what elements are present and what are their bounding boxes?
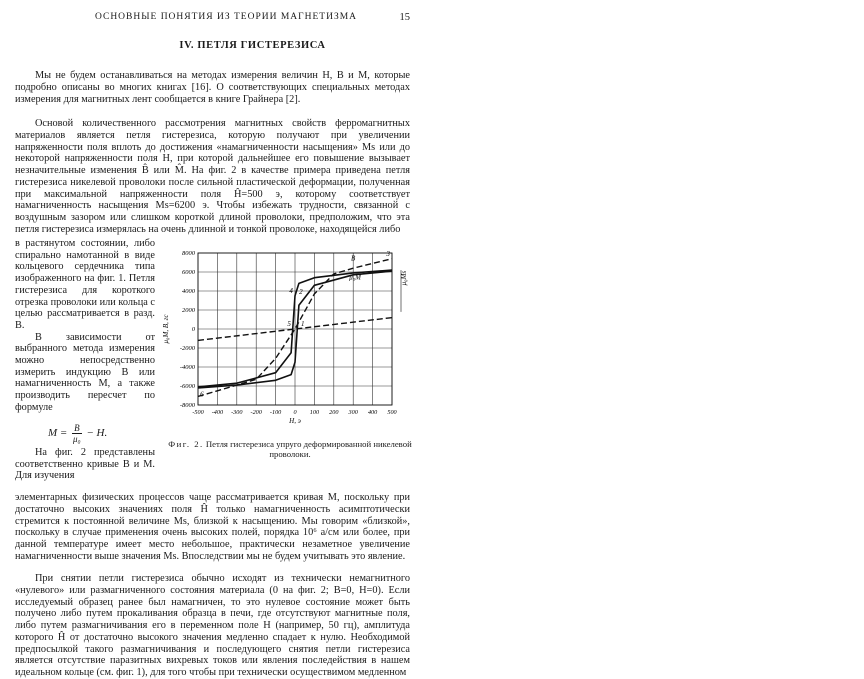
curve-label: 4 <box>289 286 293 295</box>
paragraph-5: При снятии петли гистерезиса обычно исходят из технически немагнитного «нулевого» или размагниченного состояния материала (0 на фиг. 2; B=0, H=0). Если исследуемый образец ранее был намагничен, то это нулевое состояние может быть получено либо путем прокаливания образца в печи, где отсутствуют магнитные поля, либо путем размагничивания его в переменном поле H (например, 50 гц), амплитуда которого Ĥ от достаточно высокого значения медленно спадает к нулю. Необходимой предпосылкой такого размагничивания и последующего снятия петли гистерезиса является отсутствие паразитных вихревых токов или явления последействия в нашем идеальном кольце (см. фиг. 1), для того чтобы при технически осуществимом медленном <box>15 573 410 678</box>
curve-label: 5 <box>287 320 291 329</box>
formula-lhs: M = <box>48 427 68 440</box>
formula-rhs: − H. <box>86 427 108 440</box>
y-tick-label: -2000 <box>179 345 195 353</box>
x-tick-label: 200 <box>329 409 339 416</box>
y-tick-label: -6000 <box>179 383 195 391</box>
left-column <box>15 238 155 414</box>
section-heading: IV. ПЕТЛЯ ГИСТЕРЕЗИСА <box>179 40 326 51</box>
curve-label: B <box>351 254 356 263</box>
x-tick-label: -500 <box>192 409 204 416</box>
y-tick-label: 0 <box>191 326 195 334</box>
formula-numerator: B <box>74 423 80 433</box>
figure-caption-label: Фиг. 2. <box>168 439 204 449</box>
y-tick-label: 8000 <box>182 250 195 258</box>
x-tick-label: -100 <box>269 409 282 416</box>
y-tick-label: 4000 <box>182 288 195 296</box>
paragraph-1: Мы не будем останавливаться на методах измерения величин H, B и M, которые подробно описаны во многих книгах [16]. О соответствующих специальных методах измерения для магнитных лент сообщается в книге Грайнера [2]. <box>15 70 410 105</box>
y-tick-label: 6000 <box>182 269 195 277</box>
paragraph-4-left: На фиг. 2 представлены соответственно кривые B и M. Для изучения <box>15 447 155 482</box>
paragraph-2: Основой количественного рассмотрения магнитных свойств ферромагнитных материалов является петля гистерезиса, которую получают при увеличении напряженности поля вплоть до достижения «намагниченности насыщения» Ms или до некоторой напряженности поля H, при которой дальнейшее его повышение вызывает незначительные изменения B̂ или M̂. На фиг. 2 в качестве примера приведена петля гистерезиса никелевой проволоки после сильной пластической деформации, полученная при максимальной напряженности поля Ĥ=500 э, которому соответствует намагниченность насыщения Ms=6200 э. Чтобы избежать трудности, связанной с воздушным зазором или слишком короткой длиной проволоки, предположим, что эта петля гистерезиса измерялась на очень длинной и тонкой проволоке, находящейся либо <box>15 118 410 235</box>
paragraph-2-continued: в растянутом состоянии, либо спирально намотанной в виде кольцевого сердечника типа изображенного на фиг. 1. Петля гистерезиса для короткого отрезка проволоки или кольца с целью рассматривается в разд. В. <box>15 238 155 331</box>
running-head-title: ОСНОВНЫЕ ПОНЯТИЯ ИЗ ТЕОРИИ МАГНЕТИЗМА <box>95 12 358 22</box>
running-head <box>95 12 410 28</box>
x-tick-label: 0 <box>293 409 297 416</box>
formula <box>48 423 107 444</box>
formula-fraction <box>72 423 82 444</box>
x-tick-label: 300 <box>348 409 358 416</box>
curve-label: 6 <box>200 390 204 399</box>
x-axis-label: H, э <box>289 417 301 425</box>
x-tick-label: -200 <box>250 409 262 416</box>
y-tick-label: -8000 <box>179 402 195 410</box>
x-tick-label: -300 <box>231 409 243 416</box>
figure-caption <box>165 439 415 459</box>
saturation-label: μ₀Ms <box>400 270 408 286</box>
curve-label: 2 <box>299 287 303 296</box>
paragraph-4: элементарных физических процессов чаще рассматривается кривая M, поскольку при достаточно высоких значениях поля Ĥ только намагниченность асимптотически стремится к постоянной величине Ms, близкой к насыщению. Мы говорим «близкой», поскольку в случае применения очень высоких полей, порядка 10⁶ а/см или более, при данной температуре имеет место небольшое, практически незаметное увеличение намагниченности выше значения Ms. Впоследствии мы не будем учитывать это явление. <box>15 492 410 562</box>
formula-denominator: μ₀ <box>73 434 81 444</box>
x-tick-label: 100 <box>309 409 320 416</box>
hysteresis-chart <box>160 247 412 429</box>
curve-label: μ₀M <box>349 273 362 282</box>
paragraph-3: В зависимости от выбранного метода измерения можно непосредственно измерить индукцию B или намагниченность M, а также производить пересчет по формуле <box>15 331 155 413</box>
curve-label: 3 <box>386 249 390 258</box>
figure-caption-text: Петля гистерезиса упруго деформированной никелевой проволоки. <box>205 439 412 459</box>
x-tick-label: 500 <box>387 409 397 416</box>
curve-label: 1 <box>301 320 305 329</box>
x-tick-label: 400 <box>367 409 378 416</box>
y-tick-label: -4000 <box>179 364 195 372</box>
y-tick-label: 2000 <box>182 307 195 315</box>
page-number: 15 <box>399 12 410 23</box>
y-axis-label: μ₀M, B, гс <box>162 314 170 344</box>
x-tick-label: -400 <box>211 409 224 416</box>
